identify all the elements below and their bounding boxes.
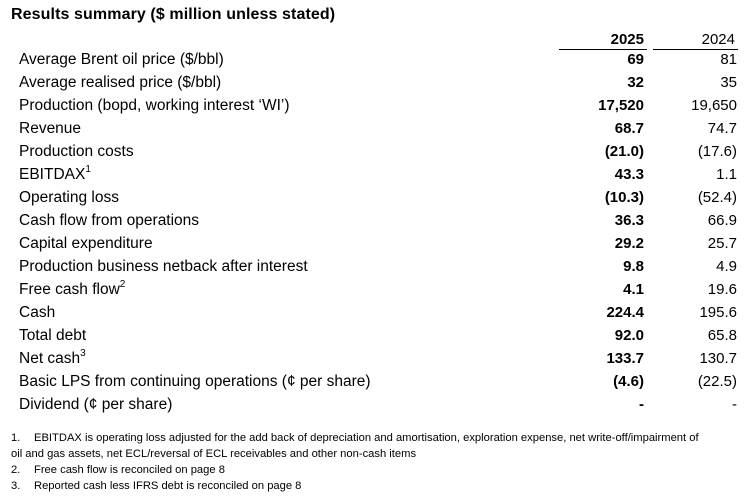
value-2025: 43.3 — [614, 166, 644, 183]
row-label: Average Brent oil price ($/bbl) — [19, 51, 224, 68]
value-2024: (52.4) — [697, 189, 737, 206]
table-row — [0, 118, 750, 141]
row-label: Total debt — [19, 327, 87, 344]
table-row — [0, 325, 750, 348]
value-2025: 17,520 — [598, 97, 644, 114]
table-row — [0, 49, 750, 72]
row-label: Production costs — [19, 143, 134, 160]
value-2025: (21.0) — [604, 143, 644, 160]
column-header-2025: 2025 — [610, 31, 644, 48]
table-row — [0, 302, 750, 325]
row-label: Cash — [19, 304, 56, 321]
footnote-number: 1. — [11, 432, 21, 444]
row-label: Production business netback after interest — [19, 258, 308, 275]
value-2024: 66.9 — [707, 212, 737, 229]
table-row — [0, 348, 750, 371]
value-2025: 69 — [627, 51, 644, 68]
value-2024: 19.6 — [707, 281, 737, 298]
value-2024: 19,650 — [691, 97, 737, 114]
row-label: Free cash flow$^2$ — [19, 278, 126, 298]
footnote-marker: 2 — [119, 278, 126, 290]
row-label: Operating loss — [19, 189, 119, 206]
column-header-2024: 2024 — [701, 31, 735, 48]
footnote-text: Reported cash less IFRS debt is reconciled on page 8 — [34, 480, 302, 492]
footnote-text: Free cash flow is reconciled on page 8 — [34, 464, 225, 476]
table-row — [0, 394, 750, 417]
row-label: Capital expenditure — [19, 235, 153, 252]
value-2024: 25.7 — [707, 235, 737, 252]
footnote — [0, 462, 750, 478]
value-2024: 195.6 — [699, 304, 737, 321]
row-label: Dividend (¢ per share) — [19, 396, 173, 413]
footnote-number: 3. — [11, 480, 21, 492]
table-row — [0, 371, 750, 394]
table-row — [0, 256, 750, 279]
value-2025: - — [639, 396, 644, 413]
value-2024: 4.9 — [716, 258, 737, 275]
value-2024: 65.8 — [707, 327, 737, 344]
value-2024: 74.7 — [707, 120, 737, 137]
table-title: Results summary ($ million unless stated) — [11, 6, 336, 23]
value-2025: 32 — [627, 74, 644, 91]
value-2025: 133.7 — [606, 350, 644, 367]
table-row — [0, 141, 750, 164]
value-2025: 4.1 — [623, 281, 644, 298]
value-2025: 9.8 — [623, 258, 644, 275]
results-table — [0, 49, 750, 417]
table-row — [0, 187, 750, 210]
value-2025: (10.3) — [604, 189, 644, 206]
table-row — [0, 164, 750, 187]
footnote-text: EBITDAX is operating loss adjusted for the add back of depreciation and amortisation, exploration expense, net write-off/impairment of — [34, 432, 699, 444]
row-label: Net cash$^3$ — [19, 347, 86, 367]
table-row — [0, 210, 750, 233]
row-label: Production (bopd, working interest ‘WI’) — [19, 97, 290, 114]
footnotes — [0, 430, 750, 494]
value-2024: 130.7 — [699, 350, 737, 367]
value-2024: 81 — [720, 51, 737, 68]
value-2024: (17.6) — [697, 143, 737, 160]
table-row — [0, 72, 750, 95]
value-2025: 36.3 — [614, 212, 644, 229]
footnote-marker: 3 — [80, 347, 86, 359]
footnote-number: 2. — [11, 464, 21, 476]
row-label: Revenue — [19, 120, 82, 137]
footnote-marker: 1 — [85, 163, 91, 175]
value-2025: 92.0 — [614, 327, 644, 344]
row-label: Cash flow from operations — [19, 212, 200, 229]
value-2024: 35 — [720, 74, 737, 91]
footnote — [0, 478, 750, 494]
value-2025: 68.7 — [614, 120, 644, 137]
value-2025: (4.6) — [613, 373, 644, 390]
value-2024: 1.1 — [716, 166, 737, 183]
row-label: Average realised price ($/bbl) — [19, 74, 222, 91]
value-2025: 29.2 — [614, 235, 644, 252]
row-label: EBITDAX$^1$ — [19, 163, 91, 183]
value-2024: (22.5) — [697, 373, 737, 390]
value-2025: 224.4 — [606, 304, 644, 321]
row-label: Basic LPS from continuing operations (¢ per share) — [19, 373, 371, 390]
footnote-text-continued: oil and gas assets, net ECL/reversal of ECL receivables and other non-cash items — [11, 448, 417, 460]
value-2024: - — [732, 396, 737, 413]
footnote — [0, 430, 750, 462]
table-row — [0, 95, 750, 118]
table-row — [0, 279, 750, 302]
table-row — [0, 233, 750, 256]
